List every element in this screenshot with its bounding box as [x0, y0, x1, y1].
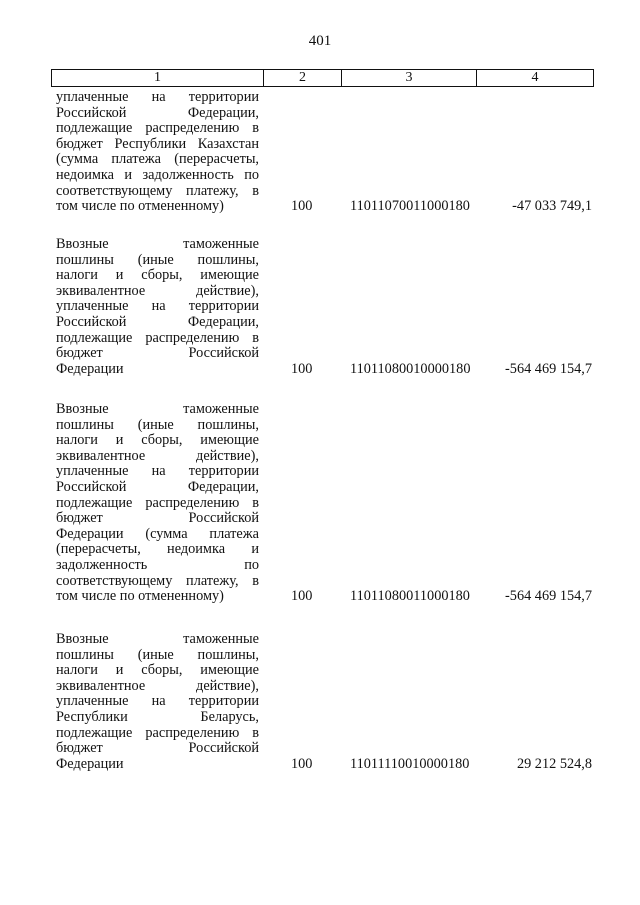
description-line: налоги и сборы, имеющие: [56, 662, 259, 679]
classification-code: 11011080010000180: [350, 360, 471, 377]
classification-code: 11011070011000180: [350, 198, 470, 215]
description-line: (сумма платежа (перерасчеты,: [56, 151, 259, 168]
page-number: 401: [308, 33, 332, 49]
header-col-1: 1: [52, 70, 264, 86]
description-line: подлежащие распределению в: [56, 494, 259, 511]
budget-level: 100: [291, 755, 313, 772]
description-line: подлежащие распределению в: [56, 329, 259, 346]
amount-value: -564 469 154,7: [505, 360, 592, 377]
description-line: Федерации: [56, 755, 124, 772]
description-line: уплаченные на территории: [56, 693, 259, 710]
header-col-2: 2: [264, 70, 342, 86]
description-line: эквивалентное действие),: [56, 447, 259, 464]
row-description: [56, 402, 259, 605]
description-line: эквивалентное действие),: [56, 677, 259, 694]
amount-value: -47 033 749,1: [512, 198, 592, 215]
description-line: подлежащие распределению в: [56, 120, 259, 137]
description-line: Федерации: [56, 360, 124, 377]
description-line: бюджет Российской: [56, 510, 259, 527]
amount-value: -564 469 154,7: [505, 588, 592, 605]
description-line: Российской Федерации,: [56, 104, 259, 121]
budget-level: 100: [291, 588, 313, 605]
description-line: (перерасчеты, недоимка и: [56, 541, 259, 558]
description-line: бюджет Российской: [56, 345, 259, 362]
row-description: [56, 90, 259, 215]
row-description: [56, 632, 259, 772]
description-line: задолженность по: [56, 556, 259, 573]
row-description: [56, 237, 259, 377]
budget-level: 100: [291, 198, 313, 215]
classification-code: 11011110010000180: [350, 755, 470, 772]
description-line: уплаченные на территории: [56, 89, 259, 105]
description-line: Ввозные таможенные: [56, 236, 259, 252]
table-header-row: [51, 69, 594, 87]
description-line: соответствующему платежу, в: [56, 182, 259, 199]
description-line: соответствующему платежу, в: [56, 572, 259, 589]
description-line: бюджет Республики Казахстан: [56, 135, 259, 152]
description-line: налоги и сборы, имеющие: [56, 267, 259, 284]
description-line: недоимка и задолженность по: [56, 166, 259, 183]
description-line: Федерации (сумма платежа: [56, 525, 259, 542]
description-line: пошлины (иные пошлины,: [56, 416, 259, 433]
description-line: том числе по отмененному): [56, 588, 224, 605]
description-line: Ввозные таможенные: [56, 631, 259, 647]
amount-value: 29 212 524,8: [516, 755, 592, 772]
description-line: уплаченные на территории: [56, 463, 259, 480]
budget-level: 100: [291, 360, 313, 377]
description-line: пошлины (иные пошлины,: [56, 646, 259, 663]
description-line: подлежащие распределению в: [56, 724, 259, 741]
description-line: Ввозные таможенные: [56, 401, 259, 417]
description-line: том числе по отмененному): [56, 198, 224, 215]
description-line: пошлины (иные пошлины,: [56, 251, 259, 268]
description-line: уплаченные на территории: [56, 298, 259, 315]
header-col-4: 4: [531, 70, 539, 85]
description-line: Российской Федерации,: [56, 313, 259, 330]
description-line: Республики Беларусь,: [56, 708, 259, 725]
description-line: Российской Федерации,: [56, 478, 259, 495]
header-col-3: 3: [342, 70, 477, 86]
description-line: налоги и сборы, имеющие: [56, 432, 259, 449]
description-line: бюджет Российской: [56, 740, 259, 757]
description-line: эквивалентное действие),: [56, 282, 259, 299]
classification-code: 11011080011000180: [350, 588, 470, 605]
